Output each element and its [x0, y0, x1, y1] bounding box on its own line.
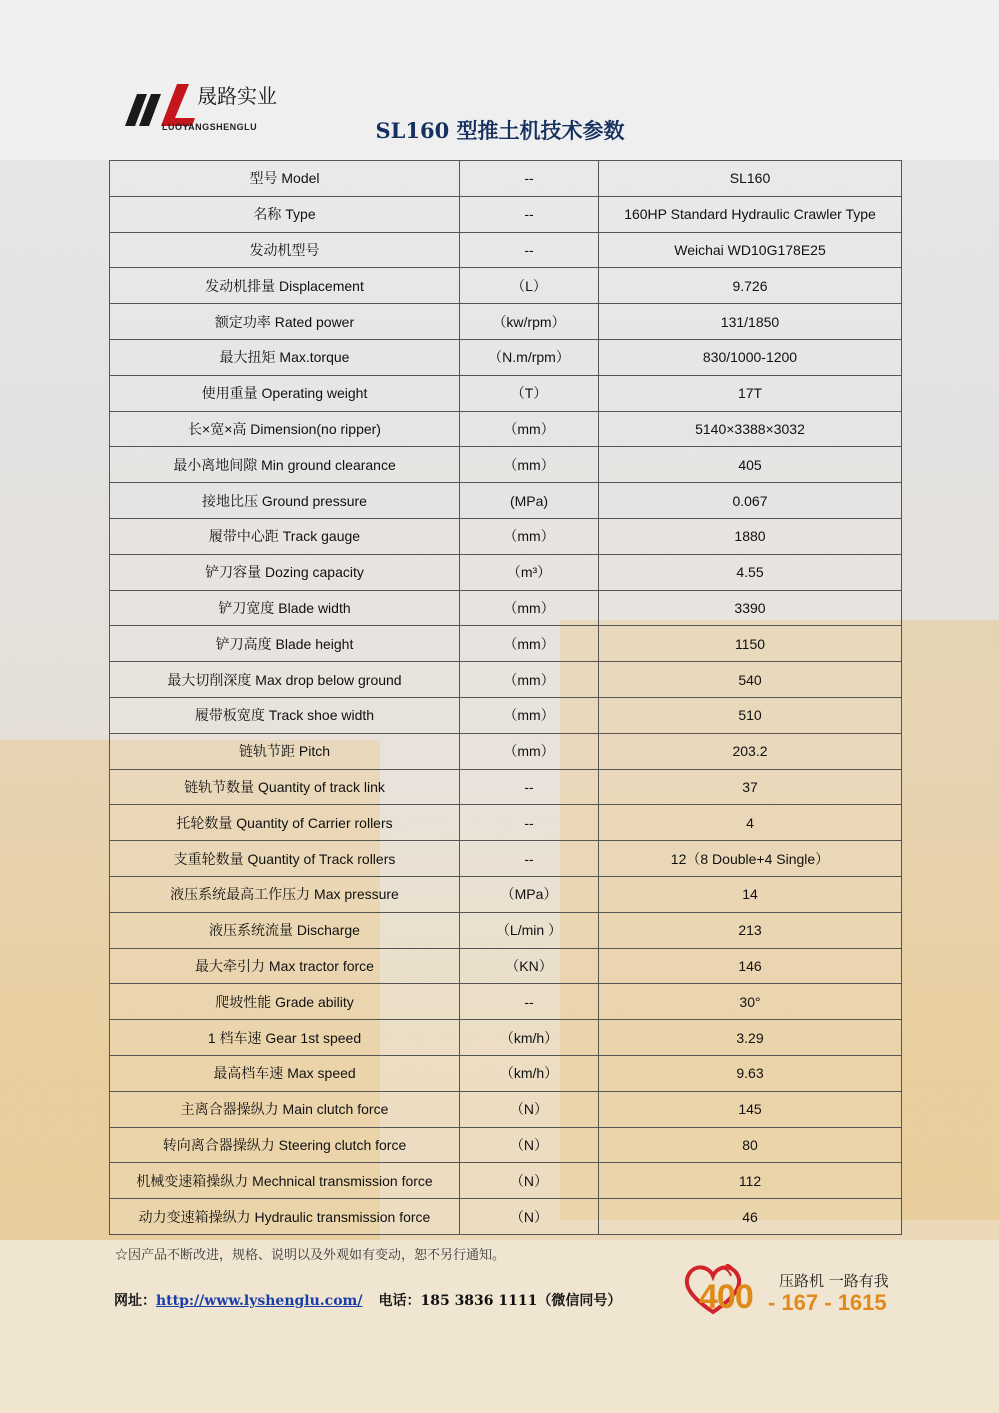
cell-param: 铲刀高度 Blade height: [110, 626, 460, 662]
cell-value: 30°: [599, 984, 902, 1020]
cell-unit: --: [460, 769, 599, 805]
table-row: [110, 411, 902, 447]
cell-value: 37: [599, 769, 902, 805]
cell-unit: （km/h）: [460, 1020, 599, 1056]
table-row: [110, 483, 902, 519]
table-row: [110, 1127, 902, 1163]
table-row: [110, 733, 902, 769]
cell-value: SL160: [599, 161, 902, 197]
company-logo: [117, 78, 297, 138]
table-row: [110, 948, 902, 984]
cell-unit: （mm）: [460, 662, 599, 698]
cell-param: 最小离地间隙 Min ground clearance: [110, 447, 460, 483]
cell-param: 发动机型号: [110, 232, 460, 268]
cell-param: 履带中心距 Track gauge: [110, 518, 460, 554]
table-row: [110, 912, 902, 948]
cell-unit: --: [460, 984, 599, 1020]
cell-param: 爬坡性能 Grade ability: [110, 984, 460, 1020]
table-row: [110, 196, 902, 232]
cell-param: 最大牵引力 Max tractor force: [110, 948, 460, 984]
cell-unit: （N）: [460, 1199, 599, 1235]
table-row: [110, 1199, 902, 1235]
cell-unit: （N）: [460, 1163, 599, 1199]
cell-value: 112: [599, 1163, 902, 1199]
website-label: 网址：: [114, 1293, 156, 1309]
table-row: [110, 1091, 902, 1127]
cell-value: 203.2: [599, 733, 902, 769]
cell-param: 托轮数量 Quantity of Carrier rollers: [110, 805, 460, 841]
cell-param: 支重轮数量 Quantity of Track rollers: [110, 841, 460, 877]
cell-value: 5140×3388×3032: [599, 411, 902, 447]
cell-value: 146: [599, 948, 902, 984]
cell-value: 540: [599, 662, 902, 698]
cell-value: 830/1000-1200: [599, 339, 902, 375]
cell-value: 3.29: [599, 1020, 902, 1056]
table-row: [110, 805, 902, 841]
cell-value: 12（8 Double+4 Single）: [599, 841, 902, 877]
hotline-badge: [683, 1258, 913, 1318]
cell-param: 动力变速箱操纵力 Hydraulic transmission force: [110, 1199, 460, 1235]
spec-table-body: [110, 161, 902, 1235]
spec-table: [109, 160, 902, 1235]
cell-unit: --: [460, 841, 599, 877]
hotline-number: - 167 - 1615: [768, 1290, 887, 1315]
cell-unit: （mm）: [460, 447, 599, 483]
disclaimer-note: ☆因产品不断改进，规格、说明以及外观如有变动，恕不另行通知。: [115, 1248, 506, 1263]
logo-text-en: LUOYANGSHENGLU: [162, 122, 258, 132]
cell-param: 发动机排量 Displacement: [110, 268, 460, 304]
cell-unit: （m³）: [460, 554, 599, 590]
cell-unit: （mm）: [460, 626, 599, 662]
cell-value: 160HP Standard Hydraulic Crawler Type: [599, 196, 902, 232]
cell-param: 机械变速箱操纵力 Mechnical transmission force: [110, 1163, 460, 1199]
cell-param: 最大切削深度 Max drop below ground: [110, 662, 460, 698]
cell-param: 主离合器操纵力 Main clutch force: [110, 1091, 460, 1127]
cell-param: 链轨节距 Pitch: [110, 733, 460, 769]
cell-unit: （N）: [460, 1127, 599, 1163]
cell-unit: （kw/rpm）: [460, 304, 599, 340]
table-row: [110, 1163, 902, 1199]
cell-param: 使用重量 Operating weight: [110, 375, 460, 411]
cell-param: 型号 Model: [110, 161, 460, 197]
cell-param: 额定功率 Rated power: [110, 304, 460, 340]
cell-value: 0.067: [599, 483, 902, 519]
cell-value: 213: [599, 912, 902, 948]
slogan-text: 压路机 一路有我: [779, 1272, 889, 1290]
table-row: [110, 518, 902, 554]
table-row: [110, 662, 902, 698]
logo-text-cn: 晟路实业: [197, 84, 277, 108]
cell-unit: （mm）: [460, 733, 599, 769]
table-row: [110, 375, 902, 411]
cell-unit: （mm）: [460, 411, 599, 447]
table-row: [110, 697, 902, 733]
cell-unit: （T）: [460, 375, 599, 411]
cell-value: 131/1850: [599, 304, 902, 340]
table-row: [110, 304, 902, 340]
table-row: [110, 590, 902, 626]
cell-param: 链轨节数量 Quantity of track link: [110, 769, 460, 805]
hotline-prefix: 400: [699, 1278, 753, 1316]
cell-param: 名称 Type: [110, 196, 460, 232]
table-row: [110, 1055, 902, 1091]
cell-param: 接地比压 Ground pressure: [110, 483, 460, 519]
cell-unit: --: [460, 232, 599, 268]
cell-param: 液压系统最高工作压力 Max pressure: [110, 876, 460, 912]
cell-unit: --: [460, 805, 599, 841]
cell-unit: （mm）: [460, 518, 599, 554]
cell-value: 14: [599, 876, 902, 912]
cell-param: 最高档车速 Max speed: [110, 1055, 460, 1091]
cell-unit: （KN）: [460, 948, 599, 984]
phone-text: 电话：185 3836 1111（微信同号）: [378, 1293, 622, 1309]
cell-unit: (MPa): [460, 483, 599, 519]
table-row: [110, 876, 902, 912]
cell-value: 80: [599, 1127, 902, 1163]
cell-unit: （L）: [460, 268, 599, 304]
table-row: [110, 268, 902, 304]
table-row: [110, 841, 902, 877]
cell-param: 铲刀容量 Dozing capacity: [110, 554, 460, 590]
cell-param: 铲刀宽度 Blade width: [110, 590, 460, 626]
cell-unit: （N）: [460, 1091, 599, 1127]
cell-unit: （mm）: [460, 697, 599, 733]
cell-value: 1880: [599, 518, 902, 554]
cell-value: 17T: [599, 375, 902, 411]
cell-value: Weichai WD10G178E25: [599, 232, 902, 268]
table-row: [110, 339, 902, 375]
cell-param: 转向离合器操纵力 Steering clutch force: [110, 1127, 460, 1163]
cell-value: 4.55: [599, 554, 902, 590]
cell-param: 1 档车速 Gear 1st speed: [110, 1020, 460, 1056]
cell-param: 最大扭矩 Max.torque: [110, 339, 460, 375]
cell-value: 145: [599, 1091, 902, 1127]
cell-value: 9.63: [599, 1055, 902, 1091]
cell-unit: --: [460, 196, 599, 232]
cell-value: 405: [599, 447, 902, 483]
cell-unit: （N.m/rpm）: [460, 339, 599, 375]
table-row: [110, 554, 902, 590]
cell-param: 液压系统流量 Discharge: [110, 912, 460, 948]
table-row: [110, 626, 902, 662]
cell-unit: （L/min ）: [460, 912, 599, 948]
cell-unit: （km/h）: [460, 1055, 599, 1091]
contact-line: [114, 1290, 621, 1310]
cell-param: 长×宽×高 Dimension(no ripper): [110, 411, 460, 447]
website-link[interactable]: http://www.lyshenglu.com/: [156, 1293, 363, 1309]
cell-param: 履带板宽度 Track shoe width: [110, 697, 460, 733]
table-row: [110, 232, 902, 268]
table-row: [110, 447, 902, 483]
cell-unit: （MPa）: [460, 876, 599, 912]
cell-value: 46: [599, 1199, 902, 1235]
cell-value: 4: [599, 805, 902, 841]
table-row: [110, 1020, 902, 1056]
cell-value: 1150: [599, 626, 902, 662]
table-row: [110, 161, 902, 197]
table-row: [110, 984, 902, 1020]
page-title: SL160 型推土机技术参数: [375, 118, 625, 143]
table-row: [110, 769, 902, 805]
cell-value: 510: [599, 697, 902, 733]
cell-unit: （mm）: [460, 590, 599, 626]
cell-unit: --: [460, 161, 599, 197]
cell-value: 3390: [599, 590, 902, 626]
cell-value: 9.726: [599, 268, 902, 304]
